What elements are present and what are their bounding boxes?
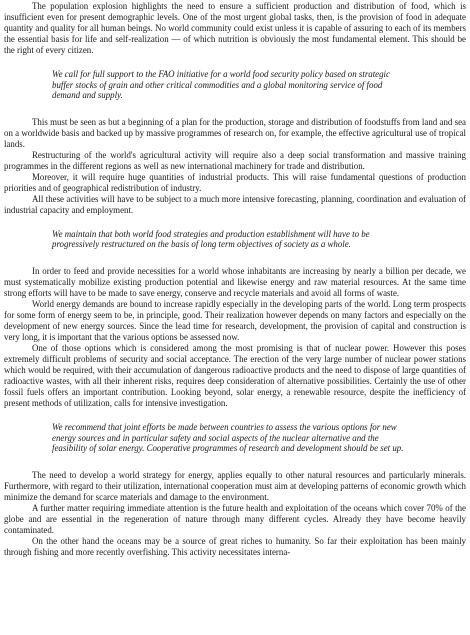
paragraph-oceans-riches: On the other hand the oceans may be a source of great riches to humanity. So far their exploitation has been mainly through fishing and more recently overfishing. This activity necessitates interna- <box>4 535 466 557</box>
paragraph-oceans-health: A further matter requiring immediate attention is the future health and exploitation of the oceans which cover 70% of the globe and are essential in the regeneration of nature through many different cycles. Already they have become heavily contaminated. <box>4 502 466 535</box>
paragraph-forecasting: All these activities will have to be subject to a much more intensive forecasting, planning, coordination and evaluation of industrial capacity and employment. <box>4 193 466 215</box>
paragraph-industrial-products: Moreover, it will require huge quantities of industrial products. This will raise fundamental questions of production priorities and of geographical redistribution of industry. <box>4 171 466 193</box>
quote-energy-options: We recommend that joint efforts be made between countries to assess the various options for new energy sources and in particular safety and social aspects of the nuclear alternative and the feasibility of solar energy. Cooperative programmes of research and development should be set up. <box>52 421 404 454</box>
quote-fao-initiative: We call for full support to the FAO initiative for a world food security policy based on strategic buffer stocks of grain and other critical commodities and a global monitoring service of food demand and supply. <box>52 69 390 101</box>
paragraph-mobilize-resources: In order to feed and provide necessities for a world whose inhabitants are increasing by nearly a billion per decade, we must systematically mobilize existing production potential and likewise energy and raw material resources. At the same time strong efforts will have to be made to save energy, conserve and recycle materials and avoid all forms of waste. <box>4 265 466 298</box>
paragraph-food-need: The population explosion highlights the need to ensure a sufficient production and distribution of food, which is insufficient even for present demographic levels. One of the most urgent global tasks, then, is the provision of food in adequate quantity and quality for all human beings. No world community could exist unless it is capable of assuring to each of its members the essential basis for life and self-realization — of which nutrition is obviously the most fundamental element. This should be the right of every citizen. <box>4 1 466 55</box>
paragraph-restructuring: Restructuring of the world's agricultural activity will require also a deep social transformation and massive training programmes in the different regions as well as new international machinery for trade and distribution. <box>4 149 466 171</box>
paragraph-plan-beginning: This must be seen as but a beginning of a plan for the production, storage and distribution of foodstuffs from land and sea on a worldwide basis and backed up by massive programmes of research on, for example, the effective agricultural use of tropical lands. <box>4 116 466 149</box>
quote-food-strategies: We maintain that both world food strategies and production establishment will have to be progressively restructured on the basis of long term objectives of society as a whole. <box>52 228 370 250</box>
paragraph-energy-demands: World energy demands are bound to increase rapidly especially in the developing parts of the world. Long term prospects for some form of energy seem to be, in principle, good. Their realization however depends on many factors and especially on the development of new energy sources. Since the lead time for research, development, the provision of capital and construction is very long, it is important that the various options be assessed now. <box>4 298 466 342</box>
paragraph-mineral-strategy: The need to develop a world strategy for energy, applies equally to other natural resources and particularly minerals. Furthermore, with regard to their utilization, international cooperation must aim at developing patterns of economic growth which minimize the demand for scarce materials and damage to the environment. <box>4 469 466 502</box>
paragraph-nuclear-power: One of those options which is considered among the most promising is that of nuclear power. However this poses extremely difficult problems of security and social acceptance. The erection of the very large number of nuclear power stations which would be required, with their accumulation of dangerous radioactive products and the need to dispose of large quantities of radioactive wastes, with all their inherent risks, requires deep consideration of alternative possibilities. Certainly the use of other fossil fuels offers an important contribution. Looking beyond, solar energy, a renewable resource, despite the inefficiency of present methods of utilization, calls for intensive investigation. <box>4 342 466 408</box>
